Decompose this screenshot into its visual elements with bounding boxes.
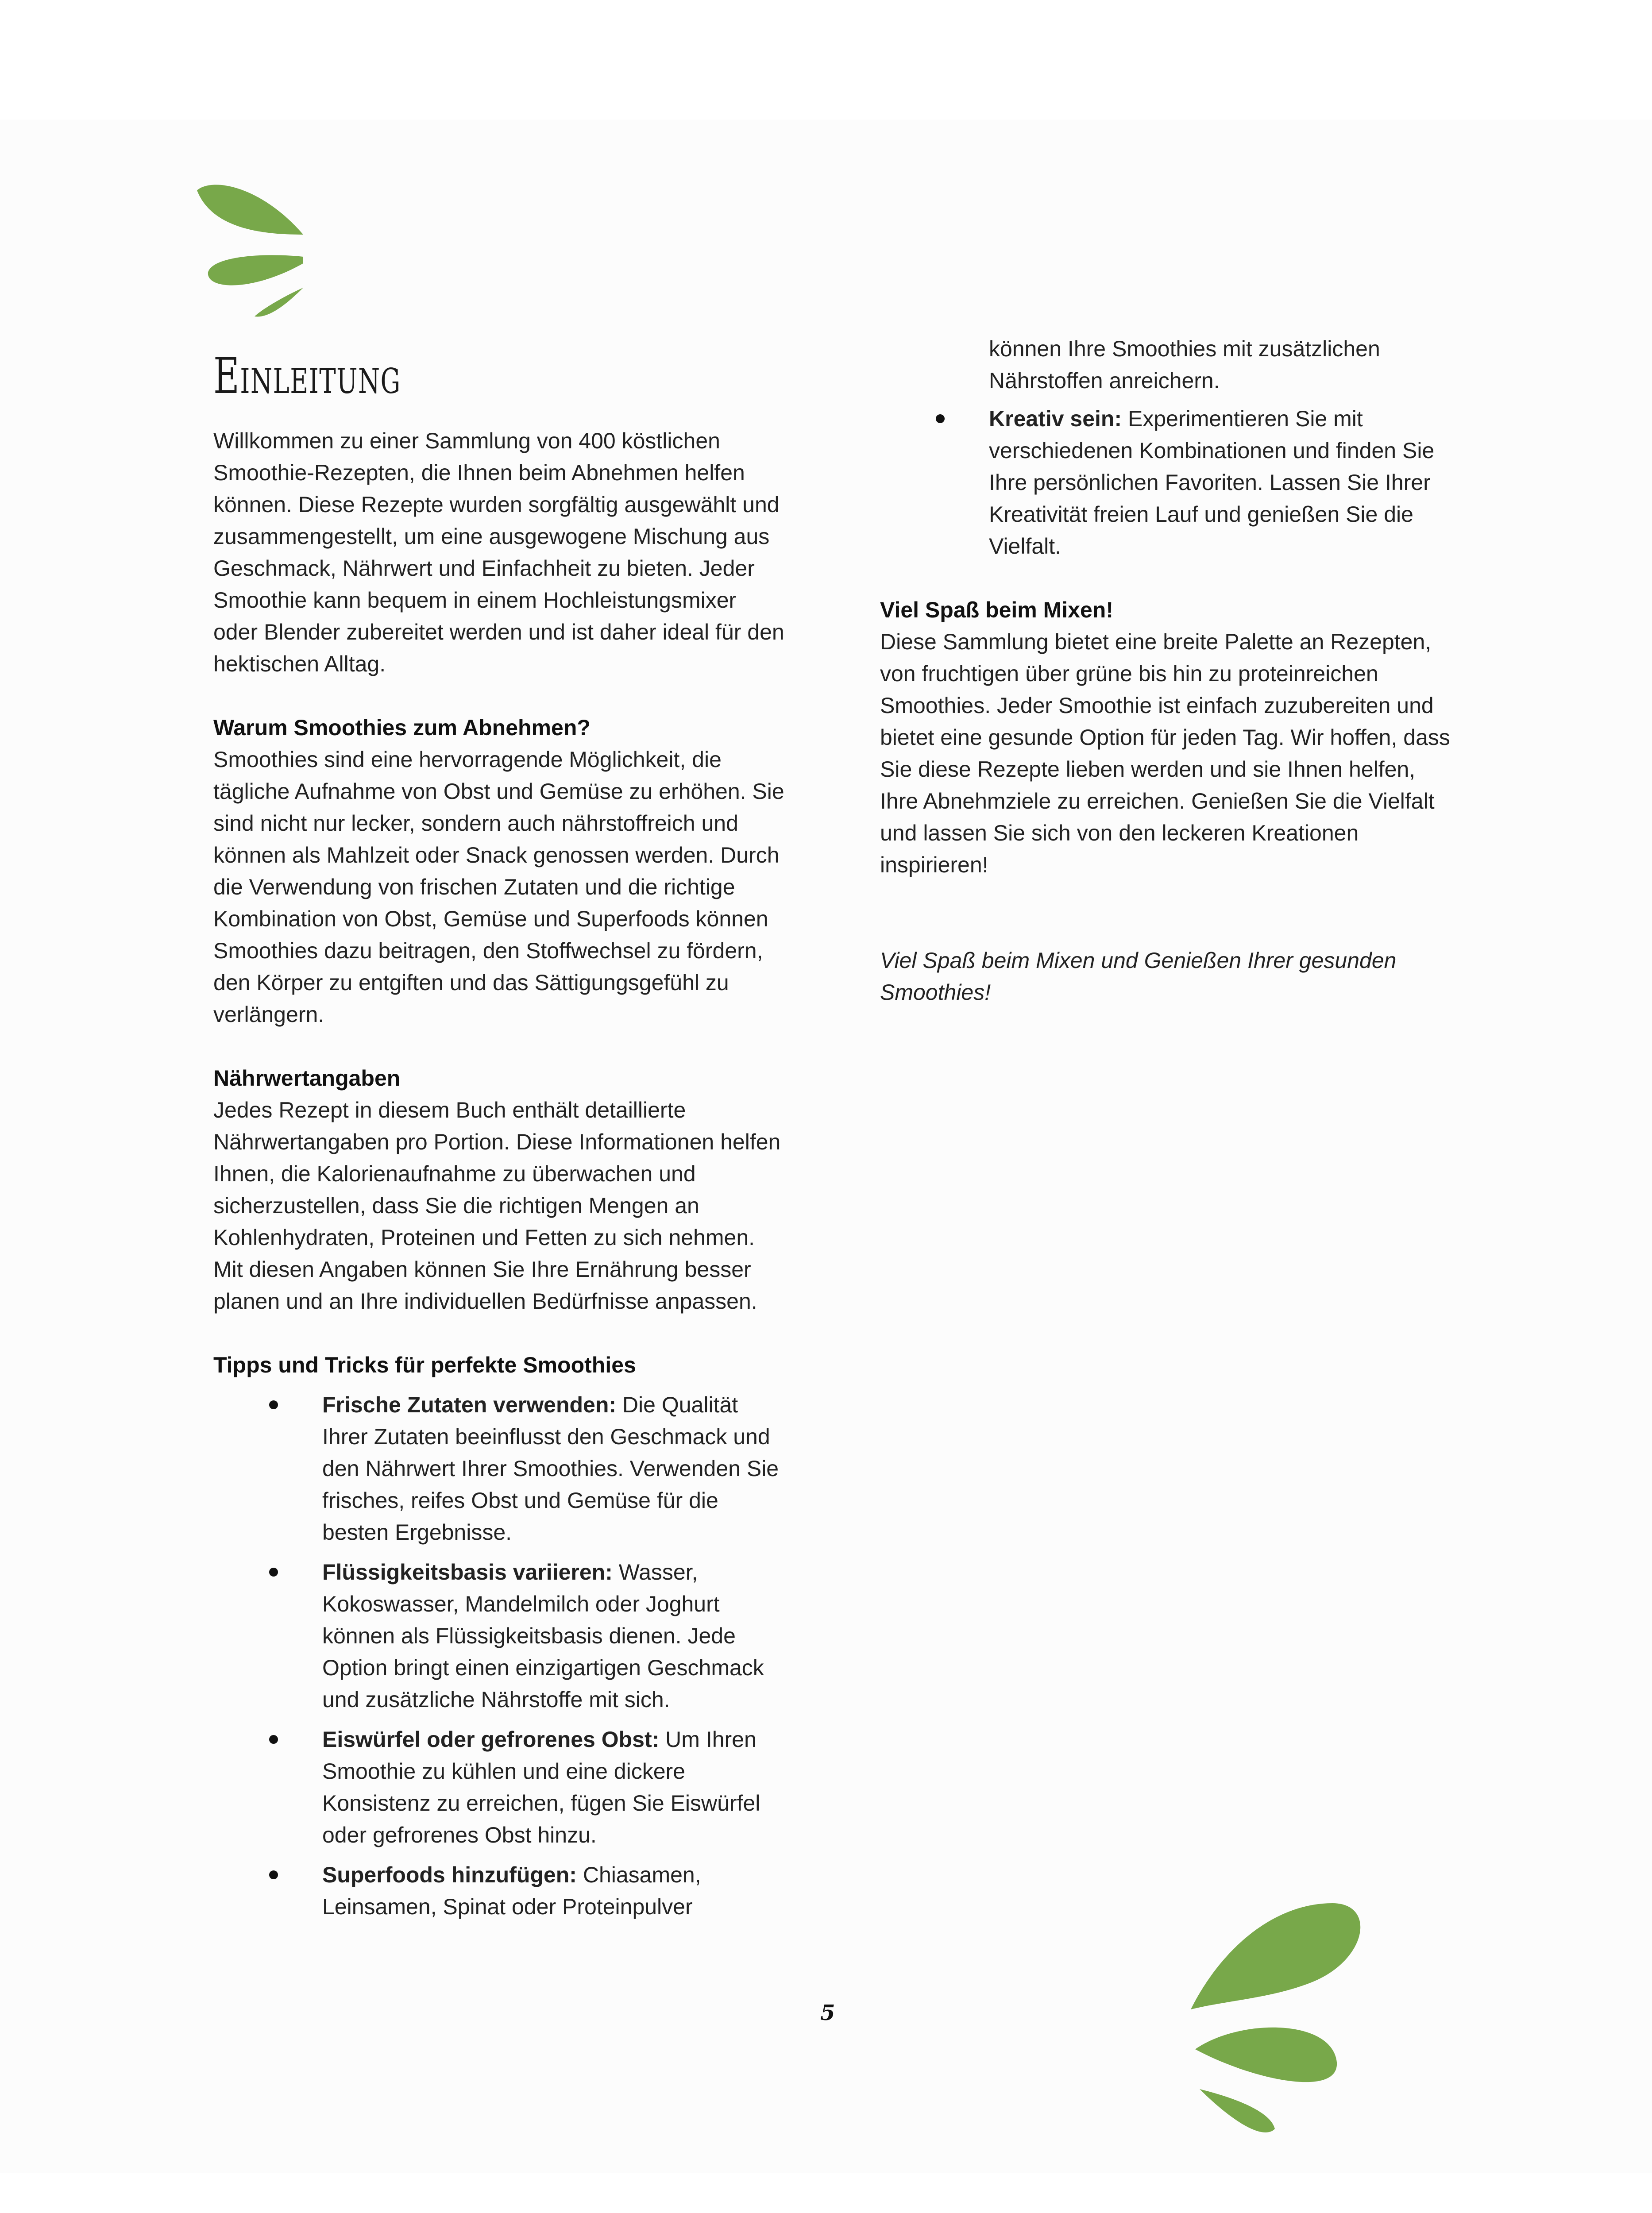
intro-paragraph: Willkommen zu einer Sammlung von 400 köstlichen Smoothie-Rezepten, die Ihnen beim Abnehmen helfen können. Diese Rezepte wurden sorgfältig ausgewählt und zusammengestellt, um eine ausgewogene Mischung aus Geschmack, Nährwert und Einfachheit zu bieten. Jeder Smoothie kann bequem in einem Hochleistungsmixer oder Blender zubereitet werden und ist daher ideal für den hektischen Alltag.	[213, 428, 784, 676]
leaf-splash-icon	[1186, 1894, 1363, 2142]
tip-label: Superfoods hinzufügen:	[322, 1862, 577, 1887]
fun-heading: Viel Spaß beim Mixen!	[880, 598, 1114, 622]
closing-line: Viel Spaß beim Mixen und Genießen Ihrer gesunden Smoothies!	[880, 948, 1397, 1005]
tip-text: Wasser, Kokoswasser, Mandelmilch oder Joghurt können als Flüssigkeitsbasis dienen. Jede Option bringt einen einzigartigen Geschmack und zusätzliche Nährstoffe mit sich.	[322, 1560, 764, 1712]
page-title: Einleitung	[213, 347, 401, 405]
tip-label: Frische Zutaten verwenden:	[322, 1392, 617, 1417]
page-number: 5	[820, 2001, 835, 2025]
fun-body: Diese Sammlung bietet eine breite Palette an Rezepten, von fruchtigen über grüne bis hin zu proteinreichen Smoothies. Jeder Smoothie ist einfach zuzubereiten und bietet eine gesunde Option für jeden Tag. Wir hoffen, dass Sie diese Rezepte lieben werden und sie Ihnen helfen, Ihre Abnehmziele zu erreichen. Genießen Sie die Vielfalt und lassen Sie sich von den leckeren Kreationen inspirieren!	[880, 629, 1450, 877]
list-item	[322, 1723, 784, 1851]
tip-label: Kreativ sein:	[989, 406, 1122, 431]
tips-heading: Tipps und Tricks für perfekte Smoothies	[213, 1353, 636, 1377]
tip-text: Die Qualität Ihrer Zutaten beeinflusst den Geschmack und den Nährwert Ihrer Smoothies. Verwenden Sie frisches, reifes Obst und Gemüse für die besten Ergebnisse.	[322, 1392, 779, 1545]
leaf-splash-icon	[195, 177, 314, 323]
tip-label: Eiswürfel oder gefrorenes Obst:	[322, 1727, 660, 1752]
section-nutrition	[213, 1062, 784, 1317]
section-heading: Nährwertangaben	[213, 1066, 401, 1091]
list-item	[322, 1389, 784, 1548]
tip-label: Flüssigkeitsbasis variieren:	[322, 1560, 613, 1585]
tip-text: Chiasamen, Leinsamen, Spinat oder Proteinpulver	[322, 1862, 701, 1919]
section-body: Jedes Rezept in diesem Buch enthält detaillierte Nährwertangaben pro Portion. Diese Informationen helfen Ihnen, die Kalorienaufnahme zu überwachen und sicherzustellen, dass Sie die richtigen Mengen an Kohlenhydraten, Proteinen und Fetten zu sich nehmen. Mit diesen Angaben können Sie Ihre Ernährung besser planen und an Ihre individuellen Bedürfnisse anpassen.	[213, 1098, 781, 1314]
tip-continuation: können Ihre Smoothies mit zusätzlichen Nährstoffen anreichern.	[989, 336, 1380, 393]
section-why-smoothies	[213, 712, 784, 1030]
section-heading: Warum Smoothies zum Abnehmen?	[213, 715, 591, 740]
list-item	[322, 1859, 784, 1923]
tips-list	[213, 1389, 784, 1923]
section-body: Smoothies sind eine hervorragende Möglichkeit, die tägliche Aufnahme von Obst und Gemüse zu erhöhen. Sie sind nicht nur lecker, sondern auch nährstoffreich und können als Mahlzeit oder Snack genossen werden. Durch die Verwendung von frischen Zutaten und die richtige Kombination von Obst, Gemüse und Superfoods können Smoothies dazu beitragen, den Stoffwechsel zu fördern, den Körper zu entgiften und das Sättigungsgefühl zu verlängern.	[213, 747, 784, 1027]
tip-text: Um Ihren Smoothie zu kühlen und eine dickere Konsistenz zu erreichen, fügen Sie Eiswürfel oder gefrorenes Obst hinzu.	[322, 1727, 760, 1847]
right-column	[880, 333, 1451, 1008]
tip-text: Experimentieren Sie mit verschiedenen Kombinationen und finden Sie Ihre persönlichen Favoriten. Lassen Sie Ihrer Kreativität freien Lauf und genießen Sie die Vielfalt.	[989, 406, 1435, 559]
list-item	[322, 1556, 784, 1716]
tips-list-continued	[880, 403, 1451, 562]
left-column	[213, 336, 784, 1931]
list-item	[989, 403, 1451, 562]
